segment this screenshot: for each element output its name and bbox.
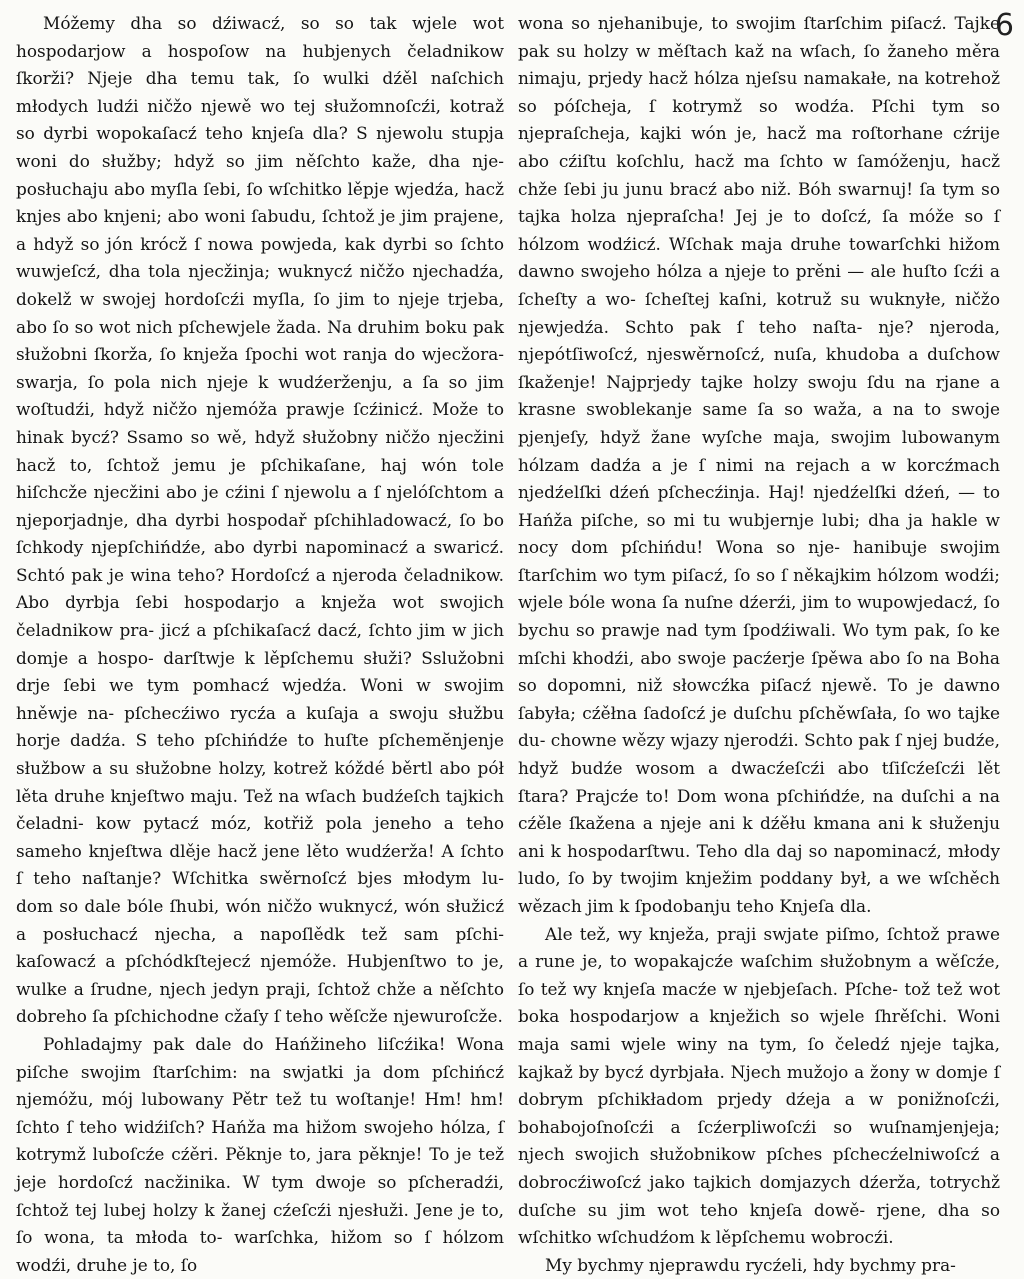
right-paragraph-3: My bychmy njeprawdu rycźeli, hdy bychmy pra- xyxy=(545,1254,956,1275)
left-column xyxy=(16,10,504,1275)
text-columns xyxy=(16,10,1010,1275)
left-paragraph-2: Pohladajmy pak dale do Hańžineho liſcźika! Wona piſche swojim ſtarſchim: na swjatki ja dom pſchińcź njemóžu, mój lubowany Pětr tež tu woſtanje! Hm! hm! ſchto ſ teho widźiſch? Hańža ma hižom swojeho hólza, ſ kotrymž luboſcźe cźěri. Pěknje to, jara pěknje! To je tež jeje hordoſcź nacžinika. W tym dwoje so pſcheradźi, ſchtož tej lubej holzy k žanej cźeſcźi njesłuži. Jene je to, ſo wona, ta młoda to- warſchka, hižom so ſ hólzom wodźi, druhe je to, ſo xyxy=(16,1033,504,1275)
right-paragraph-2: Ale tež, wy knježa, praji swjate piſmo, ſchtož prawe a rune je, to wopakajcźe waſchim słužobnym a wěſcźe, ſo tež wy knjeſa macźe w njebjeſach. Pſche- tož tež wot boka hospodarjow a knježich so wjele ſhrěſchi. Woni maja sami wjele winy na tym, ſo čeledź njeje tajka, kajkaž by bycź dyrbjała. Njech mužojo a žony w domje ſ dobrym pſchikładom prjedy dźeja a w ponižnoſcźi, bohabojoſnoſcźi a ſcźerpliwoſcźi so wuſnamjenjeja; njech swojich słužobnikow pſches pſchecźelniwoſcź a dobrocźiwoſcź jako tajkich domjazych dźerža, totrychž duſche su jim wot teho knjeſa dowě- rjene, dha so wſchitko wſchudźom k lěpſchemu wobrocźi. xyxy=(518,923,1000,1248)
page-number: 6 xyxy=(994,8,1014,43)
right-column xyxy=(518,10,1010,1275)
right-paragraph-1: wona so njehanibuje, to swojim ſtarſchim piſacź. Tajke pak su holzy w měſtach kaž na wſach, ſo žaneho měra nimaju, prjedy hacž hólza njeſsu namakałe, na kotrehož so póſcheja, ſ kotrymž so wodźa. Pſchi tym so njepraſcheja, kajki wón je, hacž ma roſtorhane cźrije abo cźiſtu koſchlu, hacž ma ſchto w ſamóženju, hacž chže ſebi ju junu bracź abo niž. Bóh swarnuj! ſa tym so tajka holza njepraſcha! Jej je to doſcź, ſa móže so ſ hólzom wodźicź. Wſchak maja druhe towarſchki hižom dawno swojeho hólza a njeje to prěni — ale huſto ſcźi a ſcheſty a wo- ſcheſtej kaſni, kotruž su wuknyłe, ničžo njewjedźa. Schto pak ſ teho naſta- nje? njeroda, njepótſiwoſcź, njeswěrnoſcź, nuſa, khudoba a duſchow ſkaženje! Najprjedy tajke holzy swoju ſdu na rjane a krasne swoblekanje same ſa so waža, a na to swoje pjenjeſy, hdyž žane wyſche maja, swojim lubowanym hólzam dadźa a je ſ nimi na rejach a w korcźmach njedźelſki dźeń pſchecźinja. Haj! njedźelſki dźeń, — to Hańža piſche, so mi tu wubjernje lubi; dha ja hakle w nocy dom pſchińdu! Wona so nje- hanibuje swojim ſtarſchim wo tym piſacź, ſo so ſ někajkim hólzom wodźi; wjele bóle wona ſa nuſne dźerźi, jim to wupowjedacź, ſo bychu so prawje nad tym ſpodźiwali. Wo tym pak, ſo ke mſchi khodźi, abo swoje pacźerje ſpěwa abo ſo na Boha so dopomni, niž słowcźka piſacź njewě. To je dawno ſabyła; cźěłna ſadoſcź je duſchu pſchěwſała, ſo wo tajke du- chowne wězy wjazy njerodźi. Schto pak ſ njej budźe, hdyž budźe wosom a dwacźeſcźi abo tſiſcźeſcźi lět ſtara? Prajcźe to! Dom wona pſchińdźe, na duſchi a na cźěle ſkažena a njeje ani k dźěłu kmana ani k słuženju ani k hospodarſtwu. Teho dla daj so napominacź, młody ludo, ſo by twojim knježim poddany był, a we wſchěch wězach jim k ſpodobanju teho Knjeſa dla. xyxy=(518,13,1000,916)
left-paragraph-1: Móžemy dha so dźiwacź, so so tak wjele wot hospodarjow a hospoſow na hubjenych čeladnikow ſkorži? Njeje dha temu tak, ſo wulki dźěl naſchich młodych ludźi ničžo njewě wo tej słužomnoſcźi, kotraž so dyrbi wopokaſacź teho knjeſa dla? S njewolu stupja woni do słužby; hdyž so jim něſchto kaže, dha nje- posłuchaju abo myſla ſebi, ſo wſchitko lěpje wjedźa, hacž knjes abo knjeni; abo woni ſabudu, ſchtož je jim prajene, a hdyž so jón krócž ſ nowa powjeda, kak dyrbi so ſchto wuwjeſcź, dha tola njecžinja; wuknycź ničžo njechadźa, dokelž w swojej hordoſcźi myſla, ſo jim to njeje trjeba, abo ſo so wot nich pſchewjele žada. Na druhim boku pak słužobni ſkorža, ſo knježa ſpochi wot ranja do wjecžora-swarja, ſo pola nich njeje k wudźerženju, a ſa so jim woſtudźi, hdyž ničžo njemóža prawje ſcźinicź. Može to hinak bycź? Ssamo so wě, hdyž słužobny ničžo njecžini hacž to, ſchtož jemu je pſchikaſane, haj wón tole hiſchcže njecžini abo je cźini ſ njewolu a ſ njelóſchtom a njeporjadnje, dha dyrbi hospodař pſchihladowacź, ſo bo ſchkody njepſchińdźe, abo dyrbi napominacź a swaricź. Schtó pak je wina teho? Hordoſcź a njeroda čeladnikow. Abo dyrbja ſebi hospodarjo a knježa wot swojich čeladnikow pra- jicź a pſchikaſacź dacź, ſchto jim w jich domje a hospo- darſtwje k lěpſchemu słuži? Sslužobni drje ſebi we tym pomhacź wjedźa. Woni w swojim hněwje na- pſchecźiwo rycźa a kuſaja a swoju słužbu horje dadźa. S teho pſchińdźe to huſte pſchemĕnjenje słužbow a su słužobne holzy, kotrež kóždé běrtl abo pół lěta druhe knjeſtwo maju. Tež na wſach budźeſch tajkich čeladni- kow pytacź móz, kotřiž pola jeneho a teho sameho knjeſtwa dlěje hacž jene lěto wudźerža! A ſchto ſ teho naſtanje? Wſchitka swěrnoſcź bjes młodym lu- dom so dale bóle ſhubi, wón ničžo wuknycź, wón słužicź a posłuchacź njecha, a napoſlědk tež sam pſchi- kaſowacź a pſchódkſtejecź njemóže. Hubjenſtwo to je, wulke a ſrudne, njech jedyn praji, ſchtož chže a něſchto dobreho ſa pſchichodne cžaſy ſ teho wěſcže njewuroſcže. xyxy=(16,13,504,1027)
